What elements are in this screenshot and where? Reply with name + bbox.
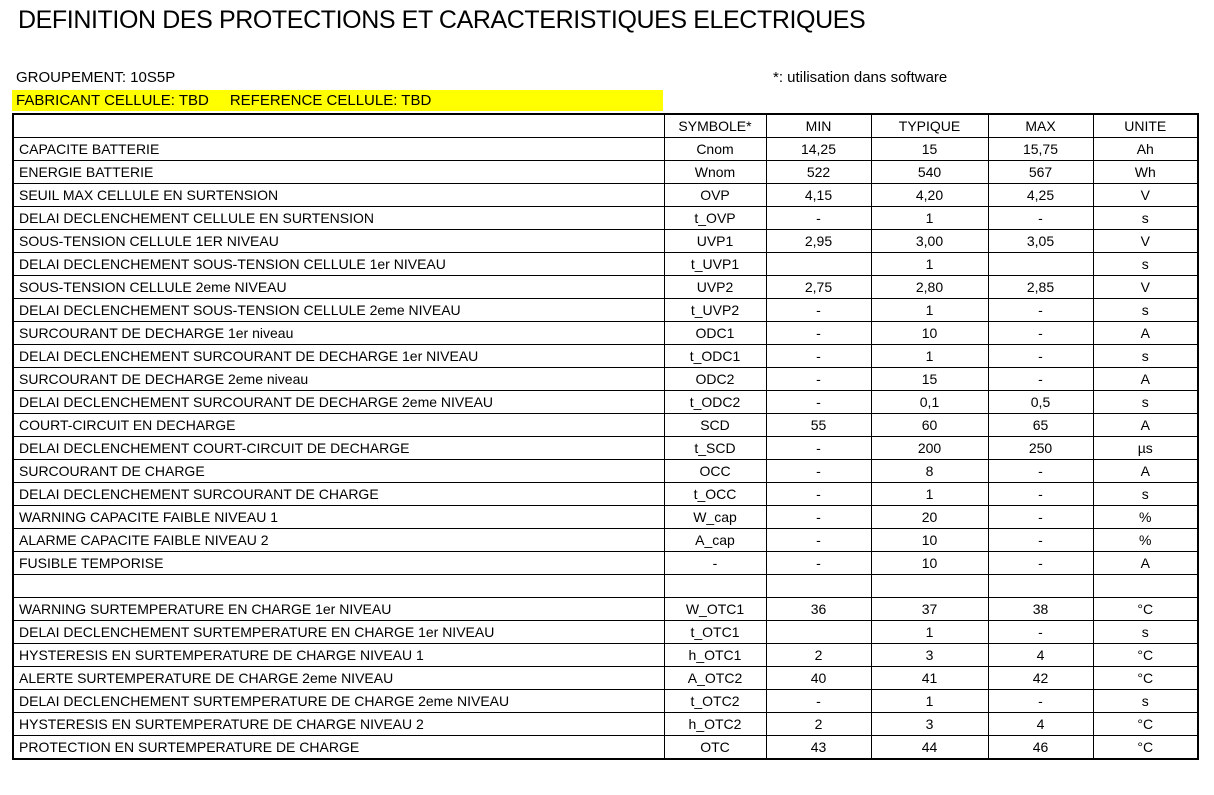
table-row — [13, 161, 1198, 184]
table-row — [13, 207, 1198, 230]
row-symbole-cell: W_OTC1 — [664, 598, 766, 621]
row-label-cell: DELAI DECLENCHEMENT SURTEMPERATURE EN CHARGE 1er NIVEAU — [13, 621, 664, 644]
row-symbole-cell: Wnom — [664, 161, 766, 184]
row-min-cell: 2,95 — [766, 230, 871, 253]
row-unite-cell: V — [1093, 276, 1198, 299]
row-min-cell — [766, 575, 871, 598]
table-row — [13, 483, 1198, 506]
row-min-cell: 14,25 — [766, 138, 871, 161]
row-min-cell: 2 — [766, 713, 871, 736]
row-unite-cell: °C — [1093, 598, 1198, 621]
header-min: MIN — [766, 114, 871, 138]
row-max-cell: 250 — [988, 437, 1093, 460]
row-max-cell: - — [988, 529, 1093, 552]
row-label-cell: ALERTE SURTEMPERATURE DE CHARGE 2eme NIVEAU — [13, 667, 664, 690]
row-label-cell: HYSTERESIS EN SURTEMPERATURE DE CHARGE NIVEAU 2 — [13, 713, 664, 736]
table-row — [13, 299, 1198, 322]
row-min-cell: 2,75 — [766, 276, 871, 299]
row-label-cell: WARNING CAPACITE FAIBLE NIVEAU 1 — [13, 506, 664, 529]
row-symbole-cell: h_OTC2 — [664, 713, 766, 736]
row-typique-cell — [871, 575, 988, 598]
row-min-cell: - — [766, 437, 871, 460]
table-row — [13, 138, 1198, 161]
fabricant-cellule-label: FABRICANT CELLULE: TBD — [16, 92, 209, 109]
row-unite-cell: s — [1093, 483, 1198, 506]
row-max-cell: - — [988, 690, 1093, 713]
row-typique-cell: 44 — [871, 736, 988, 760]
row-unite-cell: V — [1093, 230, 1198, 253]
table-row — [13, 345, 1198, 368]
row-typique-cell: 10 — [871, 529, 988, 552]
row-max-cell: 3,05 — [988, 230, 1093, 253]
row-max-cell: 15,75 — [988, 138, 1093, 161]
row-label-cell: SEUIL MAX CELLULE EN SURTENSION — [13, 184, 664, 207]
row-min-cell: - — [766, 529, 871, 552]
row-typique-cell: 4,20 — [871, 184, 988, 207]
row-symbole-cell: t_ODC2 — [664, 391, 766, 414]
row-min-cell: - — [766, 368, 871, 391]
row-typique-cell: 3,00 — [871, 230, 988, 253]
row-symbole-cell: Cnom — [664, 138, 766, 161]
header-max: MAX — [988, 114, 1093, 138]
row-typique-cell: 1 — [871, 207, 988, 230]
row-max-cell: 0,5 — [988, 391, 1093, 414]
row-min-cell: - — [766, 299, 871, 322]
row-symbole-cell: OVP — [664, 184, 766, 207]
row-label-cell — [13, 575, 664, 598]
row-max-cell: 42 — [988, 667, 1093, 690]
row-label-cell: DELAI DECLENCHEMENT CELLULE EN SURTENSION — [13, 207, 664, 230]
table-row — [13, 506, 1198, 529]
row-label-cell: PROTECTION EN SURTEMPERATURE DE CHARGE — [13, 736, 664, 760]
row-max-cell: 65 — [988, 414, 1093, 437]
row-unite-cell: Wh — [1093, 161, 1198, 184]
row-symbole-cell: SCD — [664, 414, 766, 437]
row-typique-cell: 1 — [871, 483, 988, 506]
row-label-cell: ALARME CAPACITE FAIBLE NIVEAU 2 — [13, 529, 664, 552]
row-typique-cell: 15 — [871, 368, 988, 391]
header-empty-cell — [13, 114, 664, 138]
table-row — [13, 644, 1198, 667]
row-typique-cell: 2,80 — [871, 276, 988, 299]
row-label-cell: WARNING SURTEMPERATURE EN CHARGE 1er NIVEAU — [13, 598, 664, 621]
row-label-cell: SURCOURANT DE CHARGE — [13, 460, 664, 483]
row-typique-cell: 8 — [871, 460, 988, 483]
groupement-label: GROUPEMENT: 10S5P — [16, 69, 176, 86]
row-typique-cell: 10 — [871, 322, 988, 345]
header-unite: UNITE — [1093, 114, 1198, 138]
row-max-cell: 38 — [988, 598, 1093, 621]
software-usage-note: *: utilisation dans software — [773, 69, 948, 86]
row-max-cell: 2,85 — [988, 276, 1093, 299]
row-min-cell: 43 — [766, 736, 871, 760]
row-unite-cell: °C — [1093, 713, 1198, 736]
row-unite-cell: s — [1093, 621, 1198, 644]
row-max-cell — [988, 253, 1093, 276]
row-typique-cell: 3 — [871, 713, 988, 736]
row-typique-cell: 37 — [871, 598, 988, 621]
row-min-cell: 2 — [766, 644, 871, 667]
row-max-cell: - — [988, 322, 1093, 345]
row-label-cell: DELAI DECLENCHEMENT SOUS-TENSION CELLULE 2eme NIVEAU — [13, 299, 664, 322]
row-unite-cell: % — [1093, 529, 1198, 552]
reference-cellule-label: REFERENCE CELLULE: TBD — [229, 92, 432, 109]
row-symbole-cell: A_cap — [664, 529, 766, 552]
table-row — [13, 230, 1198, 253]
row-min-cell: - — [766, 506, 871, 529]
row-typique-cell: 60 — [871, 414, 988, 437]
table-row — [13, 529, 1198, 552]
row-typique-cell: 1 — [871, 299, 988, 322]
row-typique-cell: 1 — [871, 621, 988, 644]
row-symbole-cell: ODC2 — [664, 368, 766, 391]
row-max-cell — [988, 575, 1093, 598]
row-min-cell: - — [766, 207, 871, 230]
row-min-cell: - — [766, 345, 871, 368]
row-min-cell — [766, 253, 871, 276]
row-label-cell: SOUS-TENSION CELLULE 2eme NIVEAU — [13, 276, 664, 299]
row-max-cell: - — [988, 483, 1093, 506]
row-unite-cell: °C — [1093, 736, 1198, 760]
table-header-row — [13, 114, 1198, 138]
row-symbole-cell: t_ODC1 — [664, 345, 766, 368]
row-unite-cell: A — [1093, 460, 1198, 483]
table-row — [13, 414, 1198, 437]
row-unite-cell: s — [1093, 299, 1198, 322]
table-row — [13, 598, 1198, 621]
row-symbole-cell: - — [664, 552, 766, 575]
row-symbole-cell: t_UVP2 — [664, 299, 766, 322]
row-unite-cell: s — [1093, 345, 1198, 368]
row-min-cell: - — [766, 391, 871, 414]
row-max-cell: 4 — [988, 644, 1093, 667]
row-symbole-cell: t_OVP — [664, 207, 766, 230]
table-row — [13, 437, 1198, 460]
row-unite-cell: °C — [1093, 667, 1198, 690]
table-row — [13, 552, 1198, 575]
row-symbole-cell: ODC1 — [664, 322, 766, 345]
header-symbole: SYMBOLE* — [664, 114, 766, 138]
row-label-cell: SOUS-TENSION CELLULE 1ER NIVEAU — [13, 230, 664, 253]
row-typique-cell: 20 — [871, 506, 988, 529]
row-label-cell: DELAI DECLENCHEMENT SURCOURANT DE CHARGE — [13, 483, 664, 506]
row-unite-cell: Ah — [1093, 138, 1198, 161]
row-label-cell: ENERGIE BATTERIE — [13, 161, 664, 184]
row-typique-cell: 1 — [871, 253, 988, 276]
row-symbole-cell — [664, 575, 766, 598]
row-label-cell: CAPACITE BATTERIE — [13, 138, 664, 161]
row-unite-cell: s — [1093, 207, 1198, 230]
row-max-cell: - — [988, 621, 1093, 644]
row-typique-cell: 15 — [871, 138, 988, 161]
table-row — [13, 690, 1198, 713]
row-min-cell: - — [766, 483, 871, 506]
table-row — [13, 184, 1198, 207]
row-symbole-cell: A_OTC2 — [664, 667, 766, 690]
row-symbole-cell: OCC — [664, 460, 766, 483]
row-min-cell: 36 — [766, 598, 871, 621]
row-typique-cell: 1 — [871, 345, 988, 368]
row-label-cell: DELAI DECLENCHEMENT SOUS-TENSION CELLULE 1er NIVEAU — [13, 253, 664, 276]
row-label-cell: SURCOURANT DE DECHARGE 1er niveau — [13, 322, 664, 345]
table-row — [13, 621, 1198, 644]
table-row — [13, 253, 1198, 276]
table-row — [13, 276, 1198, 299]
row-max-cell: - — [988, 506, 1093, 529]
row-typique-cell: 200 — [871, 437, 988, 460]
row-symbole-cell: t_OCC — [664, 483, 766, 506]
row-min-cell: - — [766, 322, 871, 345]
row-min-cell — [766, 621, 871, 644]
cell-info-highlight — [12, 90, 663, 111]
row-symbole-cell: UVP1 — [664, 230, 766, 253]
row-symbole-cell: t_SCD — [664, 437, 766, 460]
table-row — [13, 667, 1198, 690]
row-max-cell: - — [988, 207, 1093, 230]
table-row — [13, 713, 1198, 736]
row-label-cell: DELAI DECLENCHEMENT SURTEMPERATURE DE CHARGE 2eme NIVEAU — [13, 690, 664, 713]
page-title: DEFINITION DES PROTECTIONS ET CARACTERISTIQUES ELECTRIQUES — [18, 6, 866, 34]
row-typique-cell: 41 — [871, 667, 988, 690]
table-row — [13, 460, 1198, 483]
row-label-cell: FUSIBLE TEMPORISE — [13, 552, 664, 575]
row-label-cell: SURCOURANT DE DECHARGE 2eme niveau — [13, 368, 664, 391]
row-label-cell: DELAI DECLENCHEMENT SURCOURANT DE DECHARGE 2eme NIVEAU — [13, 391, 664, 414]
row-max-cell: 46 — [988, 736, 1093, 760]
row-unite-cell: A — [1093, 368, 1198, 391]
row-label-cell: DELAI DECLENCHEMENT COURT-CIRCUIT DE DECHARGE — [13, 437, 664, 460]
row-typique-cell: 540 — [871, 161, 988, 184]
table-row — [13, 368, 1198, 391]
row-max-cell: - — [988, 552, 1093, 575]
row-typique-cell: 1 — [871, 690, 988, 713]
row-symbole-cell: t_OTC1 — [664, 621, 766, 644]
table-row-spacer — [13, 575, 1198, 598]
row-unite-cell: °C — [1093, 644, 1198, 667]
row-min-cell: - — [766, 552, 871, 575]
row-typique-cell: 10 — [871, 552, 988, 575]
row-unite-cell: V — [1093, 184, 1198, 207]
row-min-cell: 40 — [766, 667, 871, 690]
row-max-cell: - — [988, 368, 1093, 391]
row-typique-cell: 3 — [871, 644, 988, 667]
row-unite-cell: µs — [1093, 437, 1198, 460]
row-max-cell: - — [988, 460, 1093, 483]
row-typique-cell: 0,1 — [871, 391, 988, 414]
row-unite-cell: A — [1093, 414, 1198, 437]
row-min-cell: 4,15 — [766, 184, 871, 207]
row-symbole-cell: OTC — [664, 736, 766, 760]
table-row — [13, 736, 1198, 760]
row-symbole-cell: t_OTC2 — [664, 690, 766, 713]
row-unite-cell: A — [1093, 552, 1198, 575]
row-max-cell: - — [988, 345, 1093, 368]
row-min-cell: - — [766, 690, 871, 713]
table-row — [13, 322, 1198, 345]
table-row — [13, 391, 1198, 414]
row-symbole-cell: t_UVP1 — [664, 253, 766, 276]
row-unite-cell: % — [1093, 506, 1198, 529]
row-unite-cell: s — [1093, 690, 1198, 713]
row-max-cell: 567 — [988, 161, 1093, 184]
row-min-cell: 522 — [766, 161, 871, 184]
protections-spec-table — [12, 113, 1199, 760]
row-max-cell: 4 — [988, 713, 1093, 736]
row-unite-cell: s — [1093, 391, 1198, 414]
row-max-cell: - — [988, 299, 1093, 322]
header-typique: TYPIQUE — [871, 114, 988, 138]
row-unite-cell — [1093, 575, 1198, 598]
row-unite-cell: A — [1093, 322, 1198, 345]
row-label-cell: HYSTERESIS EN SURTEMPERATURE DE CHARGE NIVEAU 1 — [13, 644, 664, 667]
row-min-cell: - — [766, 460, 871, 483]
row-max-cell: 4,25 — [988, 184, 1093, 207]
row-symbole-cell: UVP2 — [664, 276, 766, 299]
row-min-cell: 55 — [766, 414, 871, 437]
row-symbole-cell: h_OTC1 — [664, 644, 766, 667]
row-label-cell: COURT-CIRCUIT EN DECHARGE — [13, 414, 664, 437]
row-unite-cell: s — [1093, 253, 1198, 276]
row-label-cell: DELAI DECLENCHEMENT SURCOURANT DE DECHARGE 1er NIVEAU — [13, 345, 664, 368]
row-symbole-cell: W_cap — [664, 506, 766, 529]
